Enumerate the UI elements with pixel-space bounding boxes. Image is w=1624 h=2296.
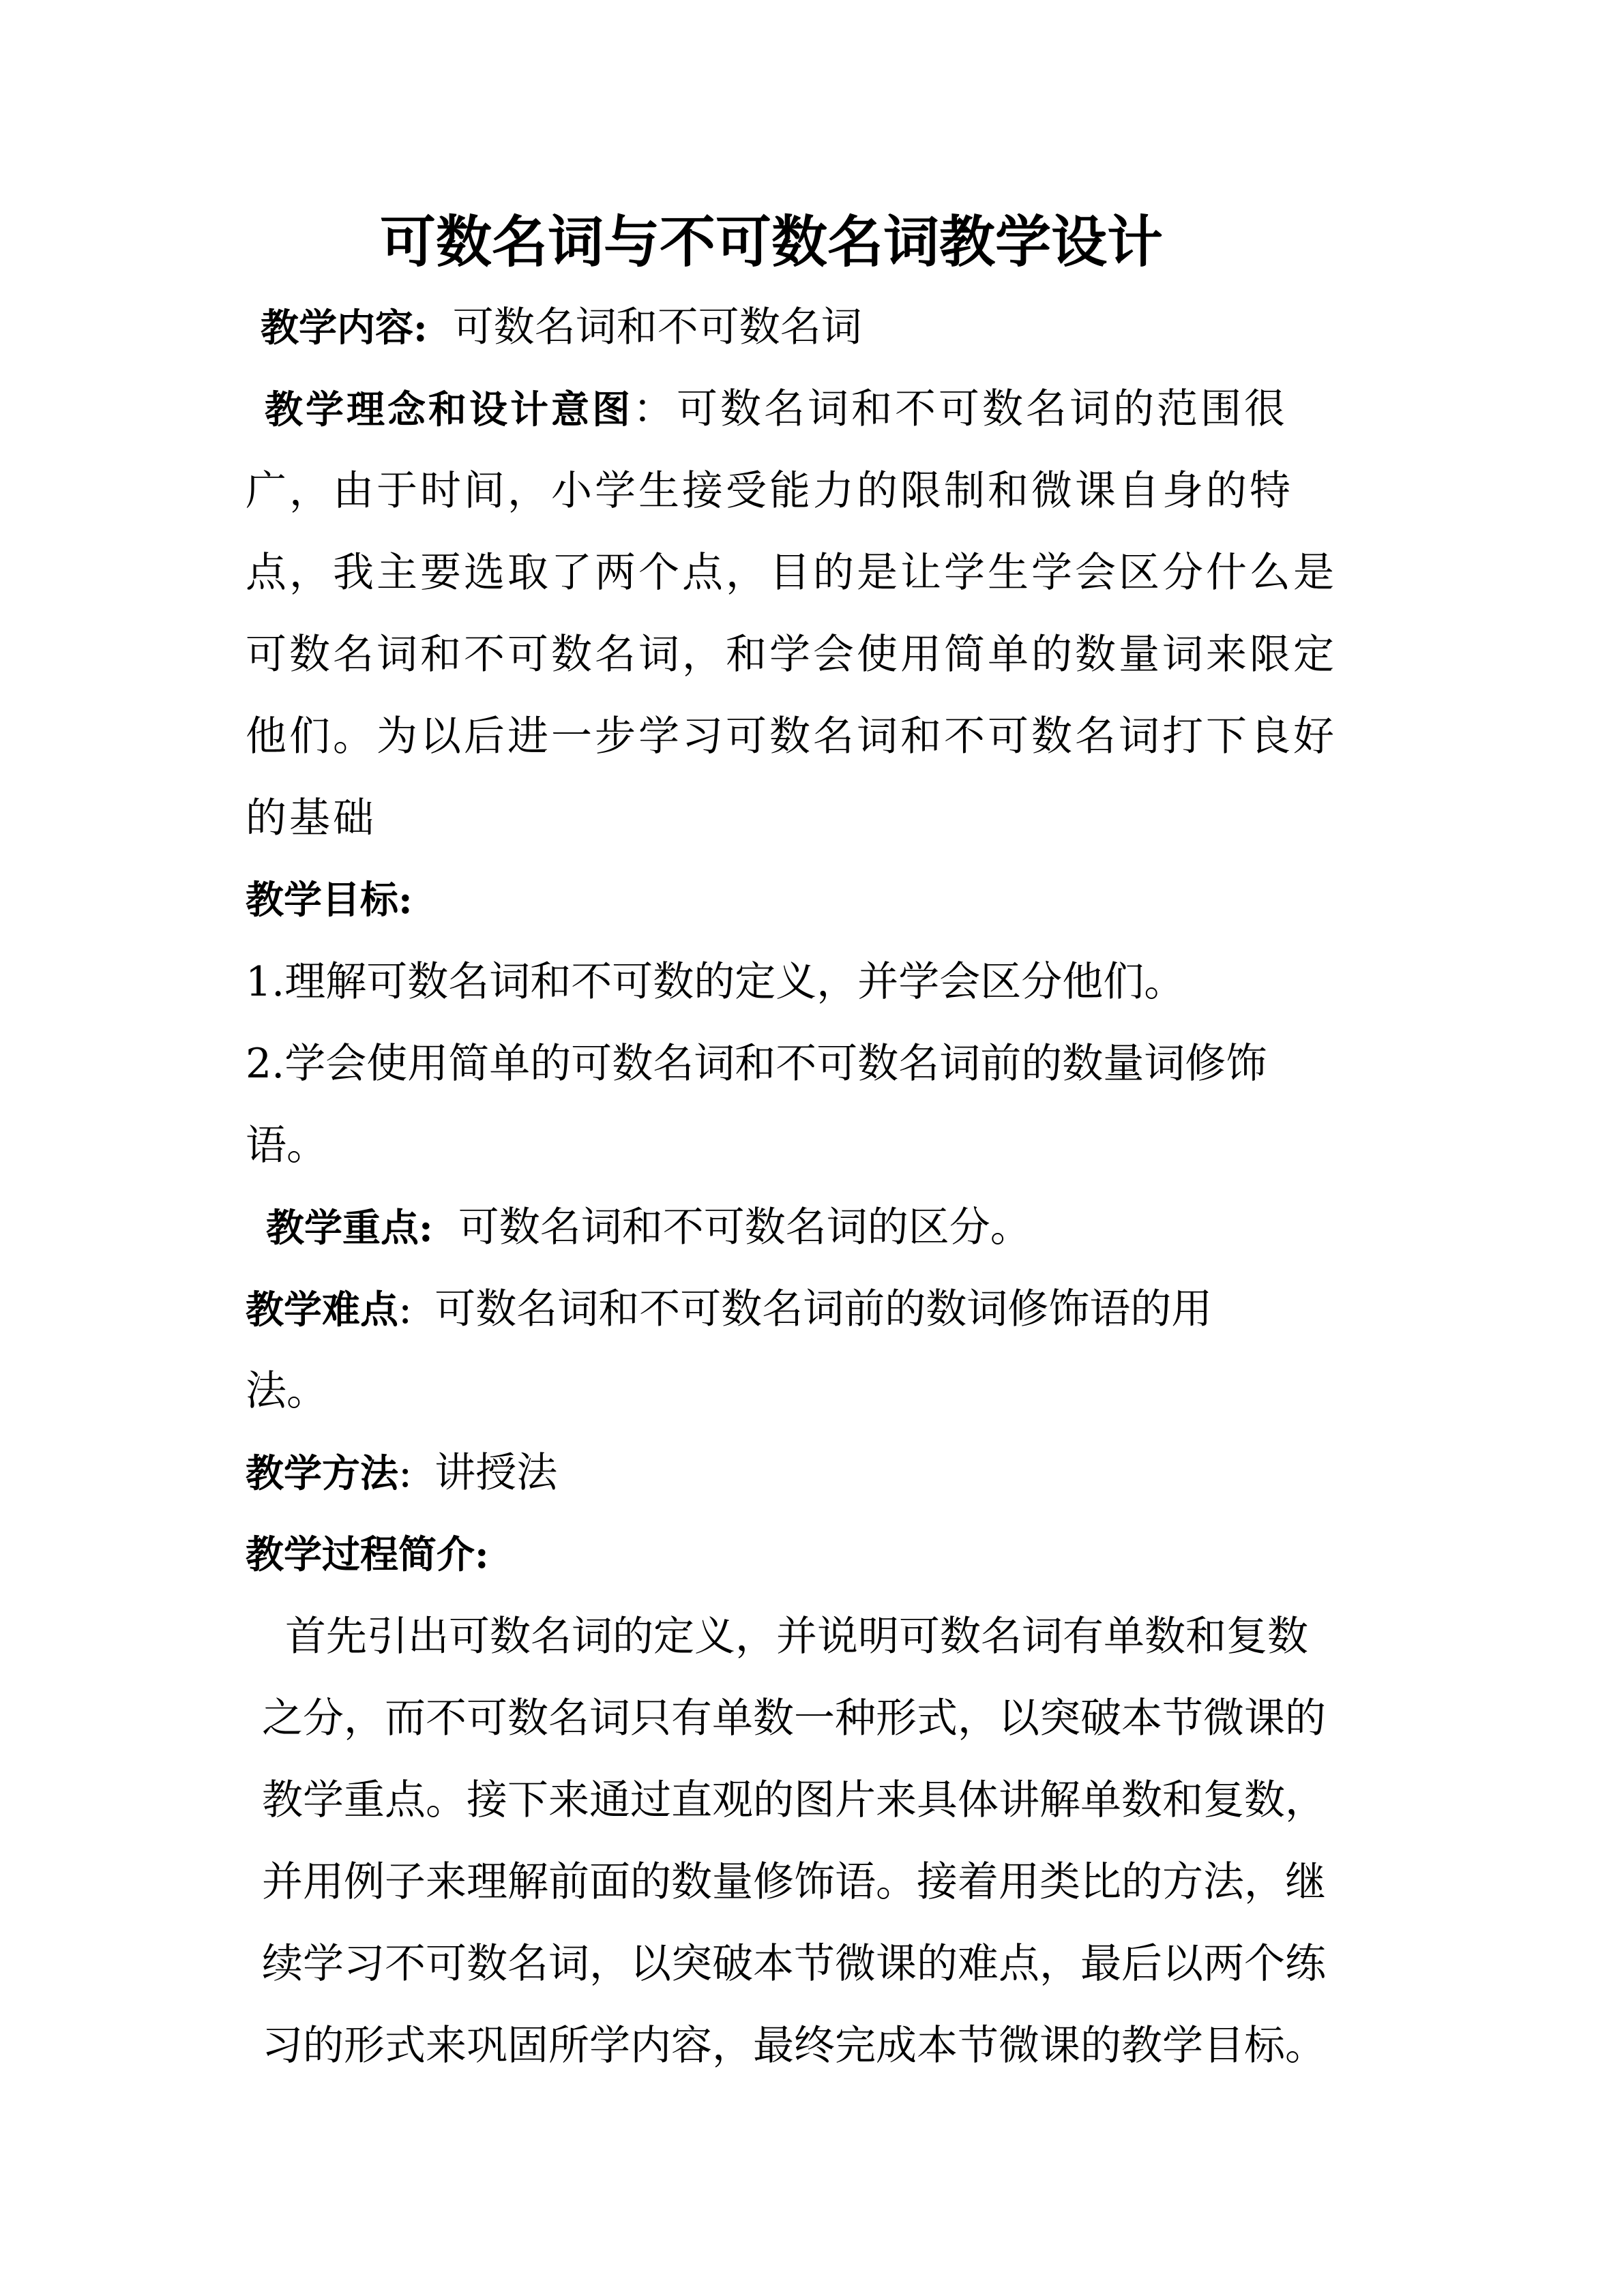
goal-item: 1.理解可数名词和不可数的定义，并学会区分他们。: [246, 958, 1185, 1006]
difficulty-row: [246, 1282, 1212, 1337]
difficulty-line: 可数名词和不可数名词前的数词修饰语的用: [434, 1285, 1213, 1333]
process-label: 教学过程简介:: [246, 1532, 489, 1577]
concept-label: 教学理念和设计意图: [265, 387, 633, 432]
content-row: [261, 300, 862, 355]
key-point-row: [266, 1200, 1031, 1255]
goal-item: 2.学会使用简单的可数名词和不可数名词前的数量词修饰: [246, 1040, 1267, 1088]
difficulty-label: 教学难点: [246, 1287, 398, 1332]
concept-line: 可数名词和不可数名词的范围很: [677, 385, 1288, 433]
content-value: 可数名词和不可数名词: [452, 303, 862, 351]
document-title: 可数名词与不可数名词教学设计: [379, 209, 1163, 275]
key-point-value: 可数名词和不可数名词的区分。: [458, 1204, 1031, 1251]
concept-line: 的基础: [246, 794, 377, 842]
method-label: 教学方法: [246, 1451, 398, 1496]
method-separator: :: [398, 1449, 413, 1497]
concept-line: 广，由于时间，小学生接受能力的限制和微课自身的特: [246, 467, 1293, 515]
method-value: 讲授法: [434, 1449, 558, 1497]
goal-item: 语。: [246, 1122, 327, 1169]
concept-row-1: [265, 382, 1288, 437]
process-line: 续学习不可数名词，以突破本节微课的难点，最后以两个练: [262, 1940, 1326, 1988]
concept-line: 他们。为以后进一步学习可数名词和不可数名词打下良好: [246, 713, 1337, 760]
process-line: 首先引出可数名词的定义，并说明可数名词有单数和复数: [285, 1613, 1308, 1660]
concept-line: 可数名词和不可数名词，和学会使用简单的数量词来限定: [246, 631, 1337, 679]
process-line: 并用例子来理解前面的数量修饰语。接着用类比的方法，继: [262, 1858, 1326, 1906]
method-row: [246, 1446, 557, 1501]
content-label: 教学内容:: [261, 305, 428, 351]
process-line: 习的形式来巩固所学内容，最终完成本节微课的教学目标。: [262, 2022, 1326, 2070]
goals-label: 教学目标:: [246, 878, 413, 923]
difficulty-separator: :: [398, 1285, 413, 1333]
key-point-label: 教学重点:: [266, 1206, 433, 1251]
concept-separator: ：: [633, 385, 677, 433]
process-line: 之分，而不可数名词只有单数一种形式，以突破本节微课的: [262, 1695, 1326, 1742]
process-line: 教学重点。接下来通过直观的图片来具体讲解单数和复数，: [262, 1776, 1326, 1824]
concept-line: 点，我主要选取了两个点，目的是让学生学会区分什么是: [246, 549, 1337, 597]
difficulty-line: 法。: [246, 1367, 327, 1415]
